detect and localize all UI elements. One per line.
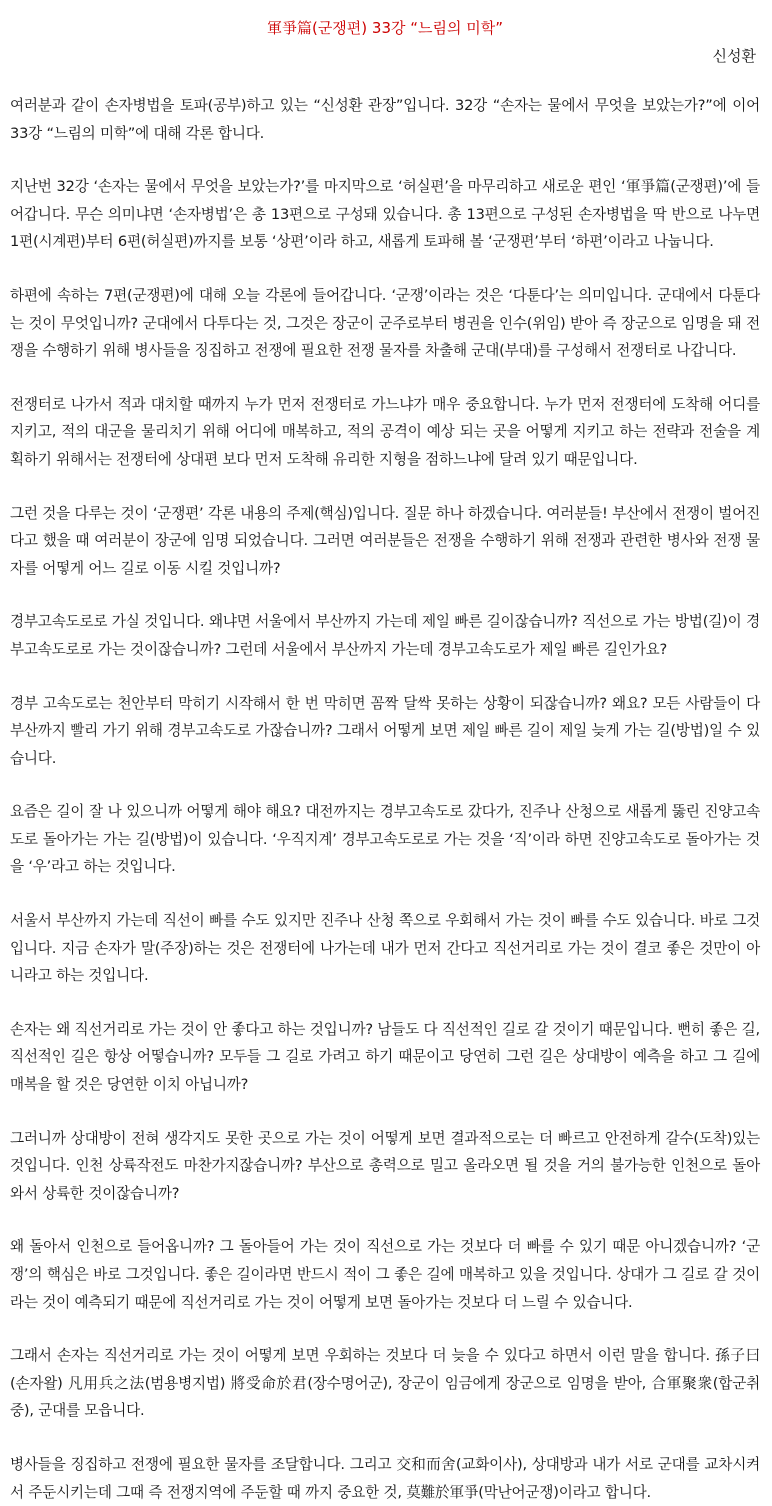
- paragraph: 요즘은 길이 잘 나 있으니까 어떻게 해야 해요? 대전까지는 경부고속도로 갔다가, 진주나 산청으로 새롭게 뚫린 진양고속도로 돌아가는 가는 길(방법)이 있습니다. ‘우직지계’ 경부고속도로로 가는 것을 ‘직’이라 하면 진양고속도로 돌아가는 것을 ‘우’라고 하는 것입니다.: [10, 803, 760, 876]
- document-body: [10, 92, 760, 1506]
- paragraph: 전쟁터로 나가서 적과 대치할 때까지 누가 먼저 전쟁터로 가느냐가 매우 중요합니다. 누가 먼저 전쟁터에 도착해 어디를 지키고, 적의 대군을 물리치기 위해 어디에 매복하고, 적의 공격이 예상 되는 곳을 어떻게 지키고 하는 전략과 전술을 계획하기 위해서는 전쟁터에 상대편 보다 먼저 도착해 유리한 지형을 점하느냐에 달려 있기 때문입니다.: [10, 395, 760, 468]
- paragraph: 손자는 왜 직선거리로 가는 것이 안 좋다고 하는 것입니까? 남들도 다 직선적인 길로 갈 것이기 때문입니다. 뻔히 좋은 길, 직선적인 길은 항상 어떻습니까? 모두들 그 길로 가려고 하기 때문이고 당연히 그런 길은 상대방이 예측을 하고 그 길에 매복을 할 것은 당연한 이치 아닙니까?: [10, 1020, 760, 1094]
- paragraph: 경부 고속도로는 천안부터 막히기 시작해서 한 번 막히면 꼼짝 달싹 못하는 상황이 되잖습니까? 왜요? 모든 사람들이 다 부산까지 빨리 가기 위해 경부고속도로 가잖습니까? 그래서 어떻게 보면 제일 빠른 길이 제일 늦게 가는 길(방법)일 수 있습니다.: [10, 694, 760, 767]
- author-name: 신성환: [712, 47, 756, 65]
- document-title: 軍爭篇(군쟁편) 33강 “느림의 미학”: [266, 19, 504, 37]
- paragraph: 그러니까 상대방이 전혀 생각지도 못한 곳으로 가는 것이 어떻게 보면 결과적으로는 더 빠르고 안전하게 갈수(도착)있는 것입니다. 인천 상륙작전도 마찬가지잖습니까? 부산으로 총력으로 밀고 올라오면 될 것을 거의 불가능한 인천으로 돌아와서 상륙한 것이잖습니까?: [10, 1129, 760, 1202]
- paragraph: 지난번 32강 ‘손자는 물에서 무엇을 보았는가?’를 마지막으로 ‘허실편’을 마무리하고 새로운 편인 ‘軍爭篇(군쟁편)’에 들어갑니다. 무슨 의미냐면 ‘손자병법’은 총 13편으로 구성돼 있습니다. 총 13편으로 구성된 손자병법을 딱 반으로 나누면 1편(시계편)부터 6편(허실편)까지를 보통 ‘상편’이라 하고, 새롭게 토파해 볼 ‘군쟁편’부터 ‘하편’이라고 나눕니다.: [10, 178, 760, 251]
- paragraph: 그래서 손자는 직선거리로 가는 것이 어떻게 보면 우회하는 것보다 더 늦을 수 있다고 하면서 이런 말을 합니다. 孫子曰(손자왈) 凡用兵之法(범용병지법) 將受命於君(장수명어군), 장군이 임금에게 장군으로 임명을 받아, 合軍聚衆(합군취중), 군대를 모읍니다.: [10, 1347, 760, 1420]
- paragraph: 왜 돌아서 인천으로 들어옵니까? 그 돌아들어 가는 것이 직선으로 가는 것보다 더 빠를 수 있기 때문 아니겠습니까? ‘군쟁’의 핵심은 바로 그것입니다. 좋은 길이라면 반드시 적이 그 좋은 길에 매복하고 있을 것입니다. 상대가 그 길로 갈 것이라는 것이 예측되기 때문에 직선거리로 가는 것이 어떻게 보면 돌아가는 것보다 더 느릴 수 있습니다.: [10, 1238, 760, 1311]
- paragraph: 하편에 속하는 7편(군쟁편)에 대해 오늘 각론에 들어갑니다. ‘군쟁’이라는 것은 ‘다툰다’는 의미입니다. 군대에서 다툰다는 것이 무엇입니까? 군대에서 다투다는 것, 그것은 장군이 군주로부터 병권을 인수(위임) 받아 즉 장군으로 임명을 돼 전쟁을 수행하기 위해 병사들을 징집하고 전쟁에 필요한 전쟁 물자를 차출해 군대(부대)를 구성해서 전쟁터로 나갑니다.: [10, 286, 760, 360]
- paragraph: 경부고속도로로 가실 것입니다. 왜냐면 서울에서 부산까지 가는데 제일 빠른 길이잖습니까? 직선으로 가는 방법(길)이 경부고속도로로 가는 것이잖습니까? 그런데 서울에서 부산까지 가는데 경부고속도로가 제일 빠른 길인가요?: [10, 613, 760, 658]
- paragraph: 여러분과 같이 손자병법을 토파(공부)하고 있는 “신성환 관장”입니다. 32강 “손자는 물에서 무엇을 보았는가?”에 이어 33강 “느림의 미학”에 대해 각론 합니다.: [10, 97, 760, 142]
- paragraph: 그런 것을 다루는 것이 ‘군쟁편’ 각론 내용의 주제(핵심)입니다. 질문 하나 하겠습니다. 여러분들! 부산에서 전쟁이 벌어진다고 했을 때 여러분이 장군에 임명 되었습니다. 그러면 여러분들은 전쟁을 수행하기 위해 전쟁과 관련한 병사와 전쟁 물자를 어떻게 어느 길로 이동 시킬 것입니까?: [10, 504, 760, 577]
- paragraph: 병사들을 징집하고 전쟁에 필요한 물자를 조달합니다. 그리고 交和而舍(교화이사), 상대방과 내가 서로 군대를 교차시켜서 주둔시키는데 그때 즉 전쟁지역에 주둔할 때 까지 중요한 것, 莫難於軍爭(막난어군쟁)이라고 합니다.: [10, 1455, 760, 1501]
- paragraph: 서울서 부산까지 가는데 직선이 빠를 수도 있지만 진주나 산청 쪽으로 우회해서 가는 것이 빠를 수도 있습니다. 바로 그것입니다. 지금 손자가 말(주장)하는 것은 전쟁터에 나가는데 내가 먼저 간다고 직선거리로 가는 것이 결코 좋은 것만이 아니라고 하는 것입니다.: [10, 912, 760, 985]
